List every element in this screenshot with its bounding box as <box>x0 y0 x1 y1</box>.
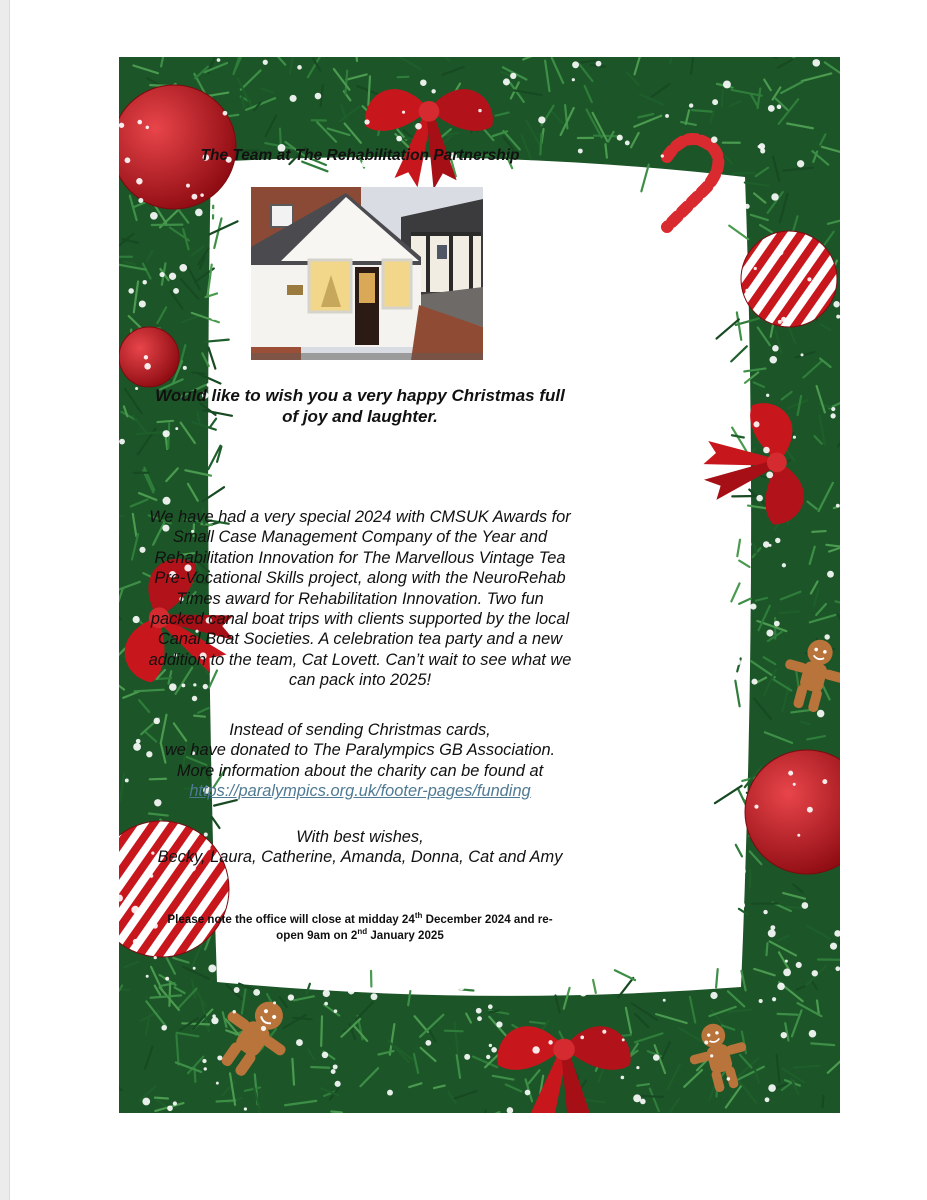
note-sup: nd <box>357 927 368 937</box>
page-edge <box>0 0 10 1200</box>
letter-heading: The Team at The Rehabilitation Partnership <box>200 147 520 164</box>
signoff-line: With best wishes, <box>296 828 424 846</box>
charity-line: More information about the charity can be found at <box>176 761 544 780</box>
body-line: Small Case Management Company of the Year and <box>172 528 548 547</box>
note-sup: th <box>414 911 423 921</box>
body-line: packed canal boat trips with clients supported by the local <box>150 610 570 629</box>
signoff-paragraph <box>130 827 590 868</box>
note-text: open 9am on 2 <box>276 929 358 942</box>
year-summary-paragraph <box>130 507 590 691</box>
greeting-line: of joy and laughter. <box>282 407 438 426</box>
office-closure-note <box>130 912 590 944</box>
body-line: Rehabilitation Innovation for The Marvellous Vintage Tea <box>154 548 566 567</box>
greeting-line: Would like to wish you a very happy Christmas full <box>155 386 565 405</box>
body-line: Pre-Vocational Skills project, along with the NeuroRehab <box>154 569 566 588</box>
body-line: We have had a very special 2024 with CMSUK Awards for <box>149 508 571 526</box>
team-names: Becky, Laura, Catherine, Amanda, Donna, Cat and Amy <box>157 848 563 867</box>
office-building-photo <box>251 187 483 360</box>
note-text: Please note the office will close at midday 24 <box>167 913 415 926</box>
charity-line: we have donated to The Paralympics GB Association. <box>164 741 556 760</box>
body-line: Times award for Rehabilitation Innovation. Two fun <box>176 589 544 608</box>
note-text: December 2024 and re- <box>422 913 553 926</box>
charity-paragraph <box>130 720 590 802</box>
body-line: can pack into 2025! <box>288 671 432 690</box>
body-line: Canal Boat Societies. A celebration tea party and a new <box>157 630 563 649</box>
letter-content <box>130 142 590 942</box>
greeting-text <box>130 385 590 427</box>
charity-funding-link[interactable]: https://paralympics.org.uk/footer-pages/funding <box>189 782 531 801</box>
body-line: addition to the team, Cat Lovett. Can’t wait to see what we <box>148 650 572 669</box>
bauble <box>741 231 837 327</box>
charity-line: Instead of sending Christmas cards, <box>229 721 491 739</box>
note-text: January 2025 <box>367 929 444 942</box>
